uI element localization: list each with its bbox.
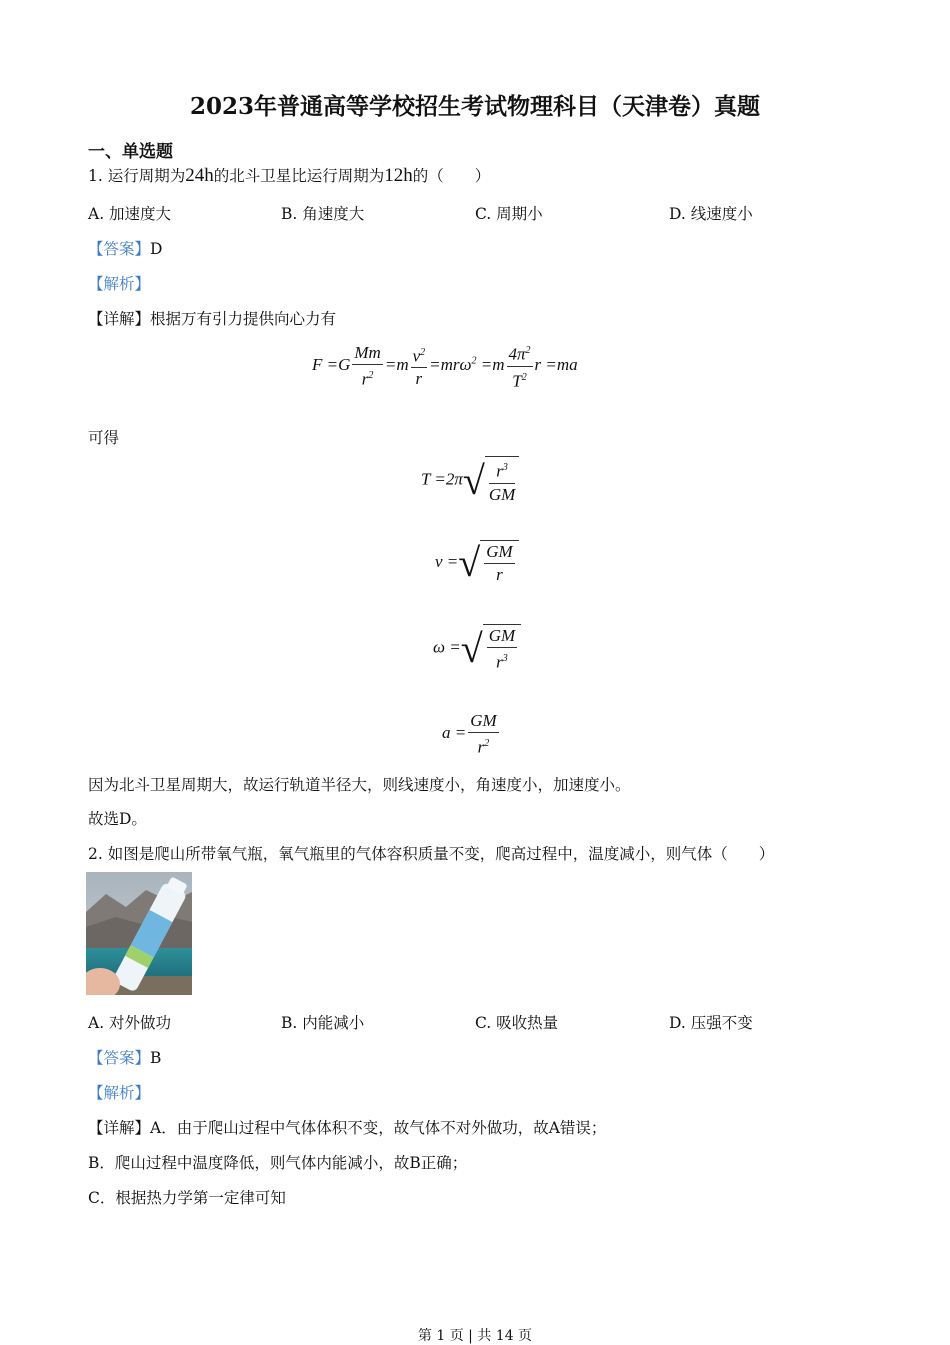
q2-detail-b: B．爬山过程中温度降低，则气体内能减小，故B正确； [88, 1154, 468, 1172]
document-title: 2023年普通高等学校招生考试物理科目（天津卷）真题 [189, 93, 760, 120]
section-heading: 一、单选题 [88, 142, 173, 162]
q1-option-d: D. 线速度小 [669, 205, 753, 223]
q2-detail-a: 【详解】A．由于爬山过程中气体体积不变，故气体不对外做功，故A错误； [88, 1119, 607, 1137]
equation-acceleration: a = $\frac{GM}{r^2}$ [442, 711, 497, 757]
page-footer: 第 1 页 | 共 14 页 [417, 1328, 533, 1344]
q2-answer: 【答案】B [88, 1049, 162, 1067]
equation-period: T =2π√ $\frac{r^3}{GM}$ [421, 456, 519, 506]
q1-option-b: B. 角速度大 [281, 205, 365, 223]
q2-option-c: C. 吸收热量 [475, 1014, 559, 1032]
q1-answer: 【答案】D [88, 240, 163, 258]
q2-stem: 2. 如图是爬山所带氧气瓶，氧气瓶里的气体容积质量不变，爬高过程中，温度减小，则气体（ ） [88, 845, 775, 863]
q1-detail: 【详解】根据万有引力提供向心力有 [88, 310, 337, 328]
q1-conclusion: 因为北斗卫星周期大，故运行轨道半径大，则线速度小，角速度小，加速度小。 [88, 776, 631, 794]
oxygen-bottle-photo [86, 872, 192, 995]
q2-option-d: D. 压强不变 [669, 1014, 753, 1032]
q1-option-c: C. 周期小 [475, 205, 543, 223]
q2-detail-c: C．根据热力学第一定律可知 [88, 1189, 286, 1207]
equation-angular-velocity: ω =√ $\frac{GM}{r^3}$ [433, 624, 521, 674]
q1-then: 可得 [88, 429, 120, 447]
q2-option-b: B. 内能减小 [281, 1014, 365, 1032]
q1-choose: 故选D。 [88, 810, 147, 828]
q2-option-a: A. 对外做功 [88, 1014, 172, 1032]
q1-option-a: A. 加速度大 [88, 205, 172, 223]
q1-analysis-tag: 【解析】 [88, 275, 151, 293]
equation-velocity: v =√ $\frac{GM}{r}$ [435, 540, 519, 586]
equation-gravitation: F =G $\frac{Mm}{r^2}$ =m $\frac{v^2}{r}$ =mrω$^2$ =m $\frac{4\pi^2}{T^2}$ r =ma [312, 340, 578, 392]
q1-stem: 1. 运行周期为24h的北斗卫星比运行周期为12h的（ ） [88, 165, 491, 186]
q2-analysis-tag: 【解析】 [88, 1084, 151, 1102]
